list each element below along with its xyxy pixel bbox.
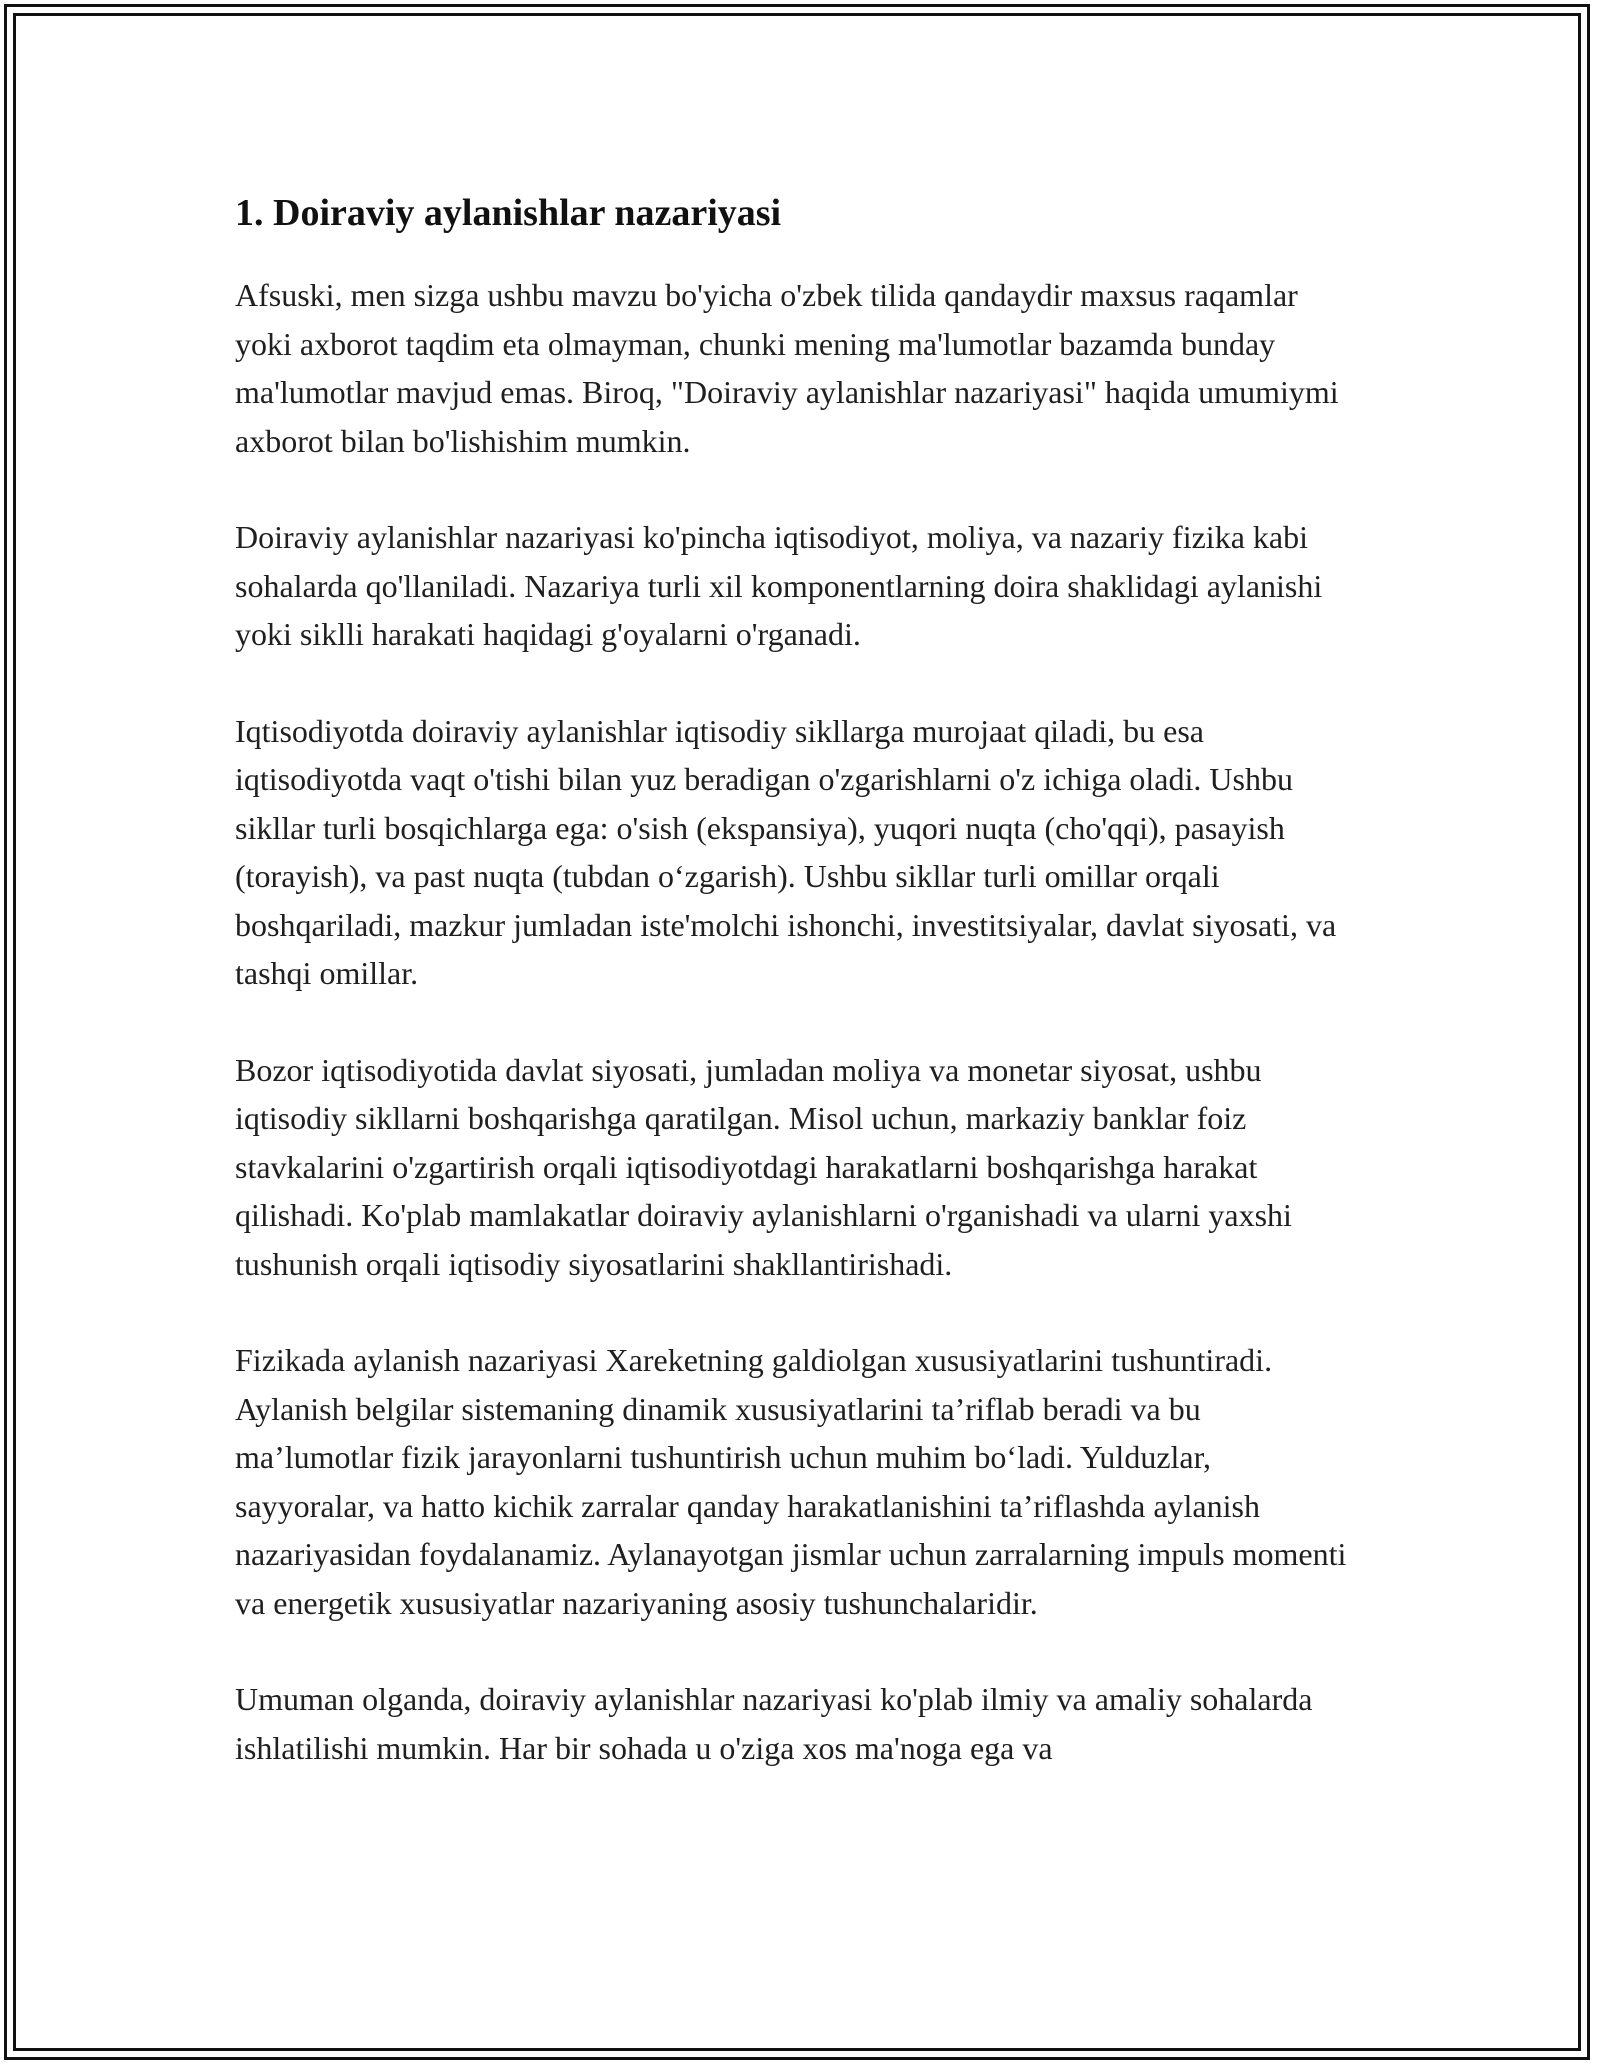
page-title: 1. Doiraviy aylanishlar nazariyasi [235,192,782,234]
paragraph-conclusion: Umuman olganda, doiraviy aylanishlar nazariyasi ko'plab ilmiy va amaliy sohalarda ishlatilishi mumkin. Har bir sohada u o'ziga xos ma'noga ega va [235,1681,1313,1766]
paragraph-intro: Afsuski, men sizga ushbu mavzu bo'yicha o'zbek tilida qandaydir maxsus raqamlar yoki axborot taqdim eta olmayman, chunki mening ma'lumotlar bazamda bunday ma'lumotlar mavjud emas. Biroq, "Doiraviy aylanishlar nazariyasi" haqida umumiymi axborot bilan bo'lishishim mumkin. [235,277,1339,459]
paragraph-overview: Doiraviy aylanishlar nazariyasi ko'pincha iqtisodiyot, moliya, va nazariy fizika kabi sohalarda qo'llaniladi. Nazariya turli xil komponentlarning doira shaklidagi aylanishi yoki siklli harakati haqidagi g'oyalarni o'rganadi. [235,519,1323,652]
document-body [235,185,1355,1820]
paragraph-economics: Iqtisodiyotda doiraviy aylanishlar iqtisodiy sikllarga murojaat qiladi, bu esa iqtisodiyotda vaqt o'tishi bilan yuz beradigan o'zgarishlarni o'z ichiga oladi. Ushbu sikllar turli bosqichlarga ega: o'sish (ekspansiya), yuqori nuqta (cho'qqi), pasayish (torayish), va past nuqta (tubdan o‘zgarish). Ushbu sikllar turli omillar orqali boshqariladi, mazkur jumladan iste'molchi ishonchi, investitsiyalar, davlat siyosati, va tashqi omillar. [235,712,1337,991]
paragraph-physics: Fizikada aylanish nazariyasi Xareketning galdiolgan xususiyatlarini tushuntiradi. Aylanish belgilar sistemaning dinamik xususiyatlarini ta’riflab beradi va bu ma’lumotlar fizik jarayonlarni tushuntirish uchun muhim bo‘ladi. Yulduzlar, sayyoralar, va hatto kichik zarralar qanday harakatlanishini ta’riflashda aylanish nazariyasidan foydalanamiz. Aylanayotgan jismlar uchun zarralarning impuls momenti va energetik xususiyatlar nazariyaning asosiy tushunchalaridir. [235,1342,1347,1621]
paragraph-market-policy: Bozor iqtisodiyotida davlat siyosati, jumladan moliya va monetar siyosat, ushbu iqtisodiy sikllarni boshqarishga qaratilgan. Misol uchun, markaziy banklar foiz stavkalarini o'zgartirish orqali iqtisodiyotdagi harakatlarni boshqarishga harakat qilishadi. Ko'plab mamlakatlar doiraviy aylanishlarni o'rganishadi va ularni yaxshi tushunish orqali iqtisodiy siyosatlarini shakllantirishadi. [235,1051,1292,1282]
